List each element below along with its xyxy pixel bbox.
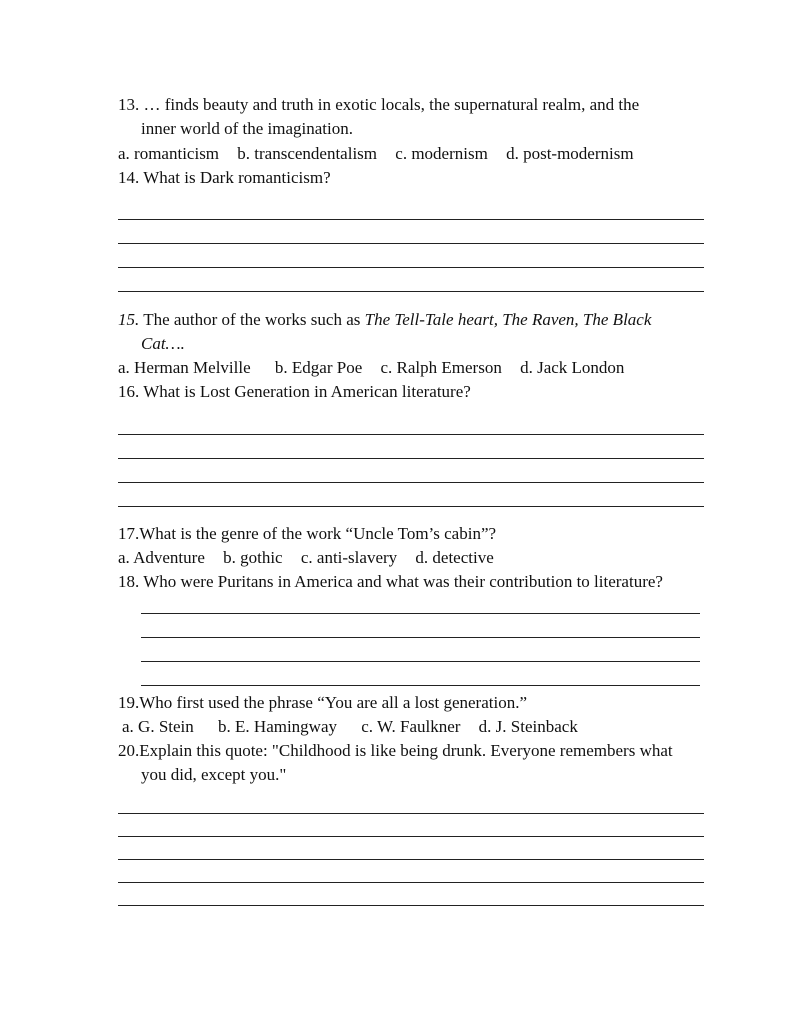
q19-option-a[interactable]: a. G. Stein (122, 717, 194, 736)
q15-option-c[interactable]: c. Ralph Emerson (380, 358, 502, 377)
q20-answer-line-5[interactable] (118, 905, 704, 906)
q18-text: 18. Who were Puritans in America and what was their contribution to literature? (118, 572, 663, 591)
q16-answer-line-1[interactable] (118, 434, 704, 435)
q17-option-b[interactable]: b. gothic (223, 548, 283, 567)
q15-titles-line2: Cat…. (141, 334, 185, 353)
q16-answer-line-4[interactable] (118, 506, 704, 507)
q15-text-line2 (141, 332, 185, 356)
q15-options (118, 356, 638, 380)
q19-option-d[interactable]: d. J. Steinback (478, 717, 578, 736)
q19-option-b[interactable]: b. E. Hamingway (218, 717, 338, 736)
q18-answer-line-4[interactable] (141, 685, 700, 686)
q18-answer-line-1[interactable] (141, 613, 700, 614)
q13-options (118, 142, 648, 166)
q17-options (118, 546, 508, 570)
q13-option-b[interactable]: b. transcendentalism (237, 144, 378, 163)
q20-answer-line-1[interactable] (118, 813, 704, 814)
q13-text-line2: inner world of the imagination. (141, 119, 353, 138)
q15-text-line1 (118, 308, 651, 332)
q20-text-line1: 20.Explain this quote: "Childhood is like being drunk. Everyone remembers what (118, 741, 673, 760)
q17-text: 17.What is the genre of the work “Uncle Tom’s cabin”? (118, 524, 497, 543)
q19-option-c[interactable]: c. W. Faulkner (361, 717, 461, 736)
q15-option-b[interactable]: b. Edgar Poe (274, 358, 363, 377)
q19-text: 19.Who first used the phrase “You are all a lost generation.” (118, 693, 527, 712)
q14-answer-line-3[interactable] (118, 267, 704, 268)
q20-answer-line-4[interactable] (118, 882, 704, 883)
q20-text-line2: you did, except you." (141, 765, 287, 784)
q14-text: 14. What is Dark romanticism? (118, 168, 331, 187)
q15-number: 15. (118, 310, 140, 329)
q17-option-c[interactable]: c. anti-slavery (300, 548, 398, 567)
q14-answer-line-1[interactable] (118, 219, 704, 220)
q15-option-d[interactable]: d. Jack London (520, 358, 625, 377)
q15-titles: The Tell-Tale heart, The Raven, The Black (364, 310, 652, 329)
q14-answer-line-2[interactable] (118, 243, 704, 244)
q14-answer-line-4[interactable] (118, 291, 704, 292)
q17-option-d[interactable]: d. detective (415, 548, 494, 567)
q15-prefix: The author of the works such as (139, 310, 365, 329)
q16-answer-line-3[interactable] (118, 482, 704, 483)
q16-text: 16. What is Lost Generation in American literature? (118, 382, 471, 401)
q17-option-a[interactable]: a. Adventure (118, 548, 205, 567)
q19-options (122, 715, 592, 739)
q15-option-a[interactable]: a. Herman Melville (118, 358, 251, 377)
q20-answer-line-2[interactable] (118, 836, 704, 837)
q20-answer-line-3[interactable] (118, 859, 704, 860)
q13-option-c[interactable]: c. modernism (395, 144, 488, 163)
q18-answer-line-3[interactable] (141, 661, 700, 662)
q16-answer-line-2[interactable] (118, 458, 704, 459)
q18-answer-line-2[interactable] (141, 637, 700, 638)
q13-option-d[interactable]: d. post-modernism (506, 144, 634, 163)
q13-text-line1: 13. … finds beauty and truth in exotic locals, the supernatural realm, and the (118, 95, 640, 114)
q13-option-a[interactable]: a. romanticism (118, 144, 220, 163)
